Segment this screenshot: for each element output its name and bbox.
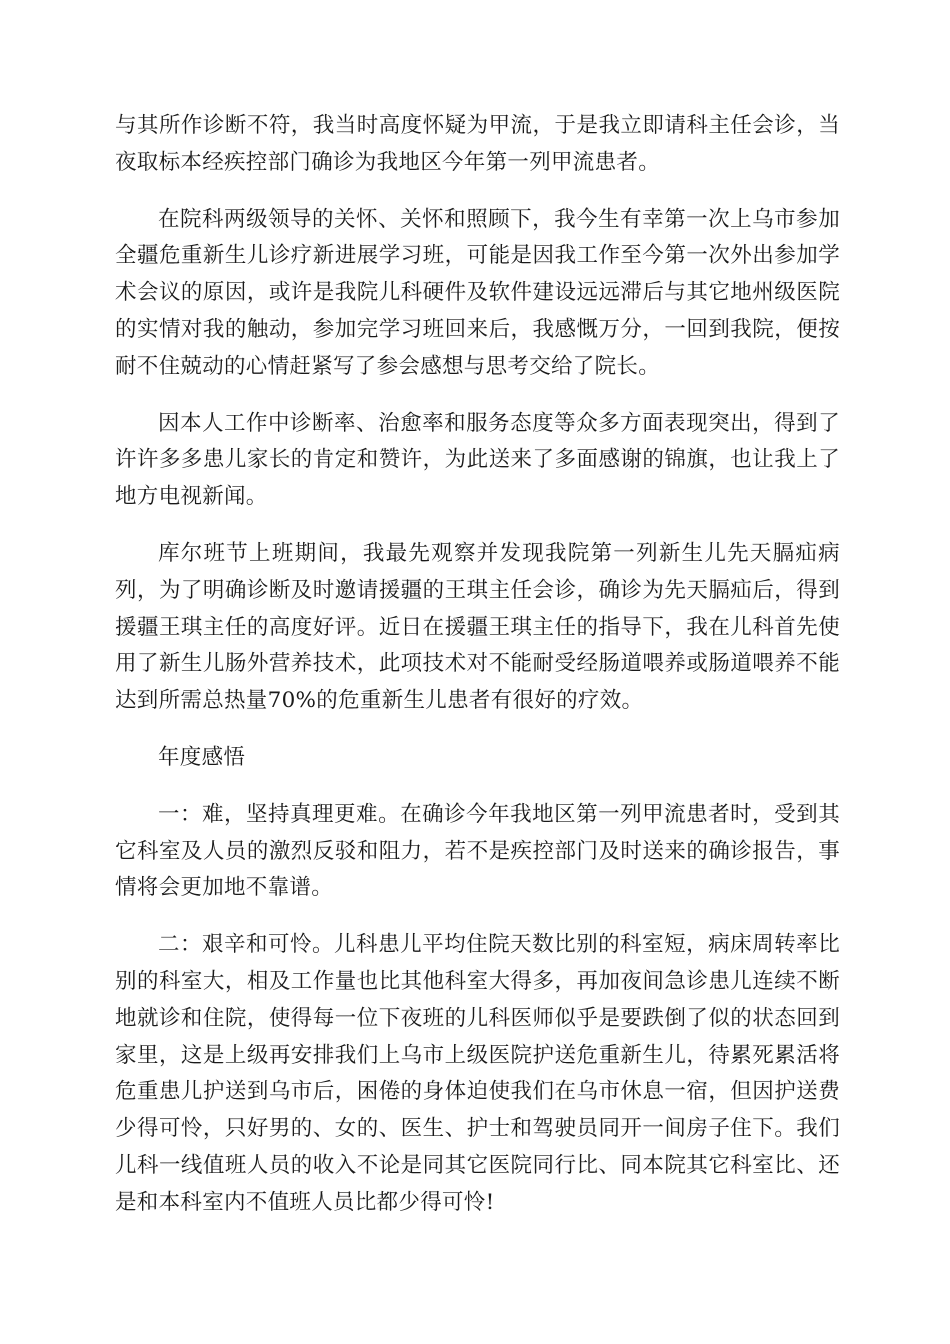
- paragraph-3: 因本人工作中诊断率、治愈率和服务态度等众多方面表现突出，得到了许许多多患儿家长的肯定和赞许，为此送来了多面感谢的锦旗，也让我上了地方电视新闻。: [115, 410, 840, 510]
- paragraph-1: 与其所作诊断不符，我当时高度怀疑为甲流，于是我立即请科主任会诊，当夜取标本经疾控部门确诊为我地区今年第一列甲流患者。: [115, 113, 840, 175]
- paragraph-2: 在院科两级领导的关怀、关怀和照顾下，我今生有幸第一次上乌市参加全疆危重新生儿诊疗新进展学习班，可能是因我工作至今第一次外出参加学术会议的原因，或许是我院儿科硬件及软件建设远远滞后与其它地州级医院的实情对我的触动，参加完学习班回来后，我感慨万分，一回到我院，便按耐不住兢动的心情赶紧写了参会感想与思考交给了院长。: [115, 206, 840, 379]
- paragraph-6: 一：难，坚持真理更难。在确诊今年我地区第一列甲流患者时，受到其它科室及人员的激烈反驳和阻力，若不是疾控部门及时送来的确诊报告，事情将会更加地不靠谱。: [115, 801, 840, 901]
- paragraph-7: 二：艰辛和可怜。儿科患儿平均住院天数比别的科室短，病床周转率比别的科室大，相及工作量也比其他科室大得多，再加夜间急诊患儿连续不断地就诊和住院，使得每一位下夜班的儿科医师似乎是要跌倒了似的状态回到家里，这是上级再安排我们上乌市上级医院护送危重新生儿，待累死累活将危重患儿护送到乌市后，困倦的身体迫使我们在乌市休息一宿，但因护送费少得可怜，只好男的、女的、医生、护士和驾驶员同开一间房子住下。我们儿科一线值班人员的收入不论是同其它医院同行比、同本院其它科室比、还是和本科室内不值班人员比都少得可怜!: [115, 932, 840, 1215]
- document-body: [115, 108, 840, 1242]
- paragraph-4: 库尔班节上班期间，我最先观察并发现我院第一列新生儿先天膈疝病列，为了明确诊断及时邀请援疆的王琪主任会诊，确诊为先天膈疝后，得到援疆王琪主任的高度好评。近日在援疆王琪主任的指导下，我在儿科首先使用了新生儿肠外营养技术，此项技术对不能耐受经肠道喂养或肠道喂养不能达到所需总热量70%的危重新生儿患者有很好的疗效。: [115, 540, 840, 714]
- section-heading-annual-reflection: 年度感悟: [158, 744, 246, 770]
